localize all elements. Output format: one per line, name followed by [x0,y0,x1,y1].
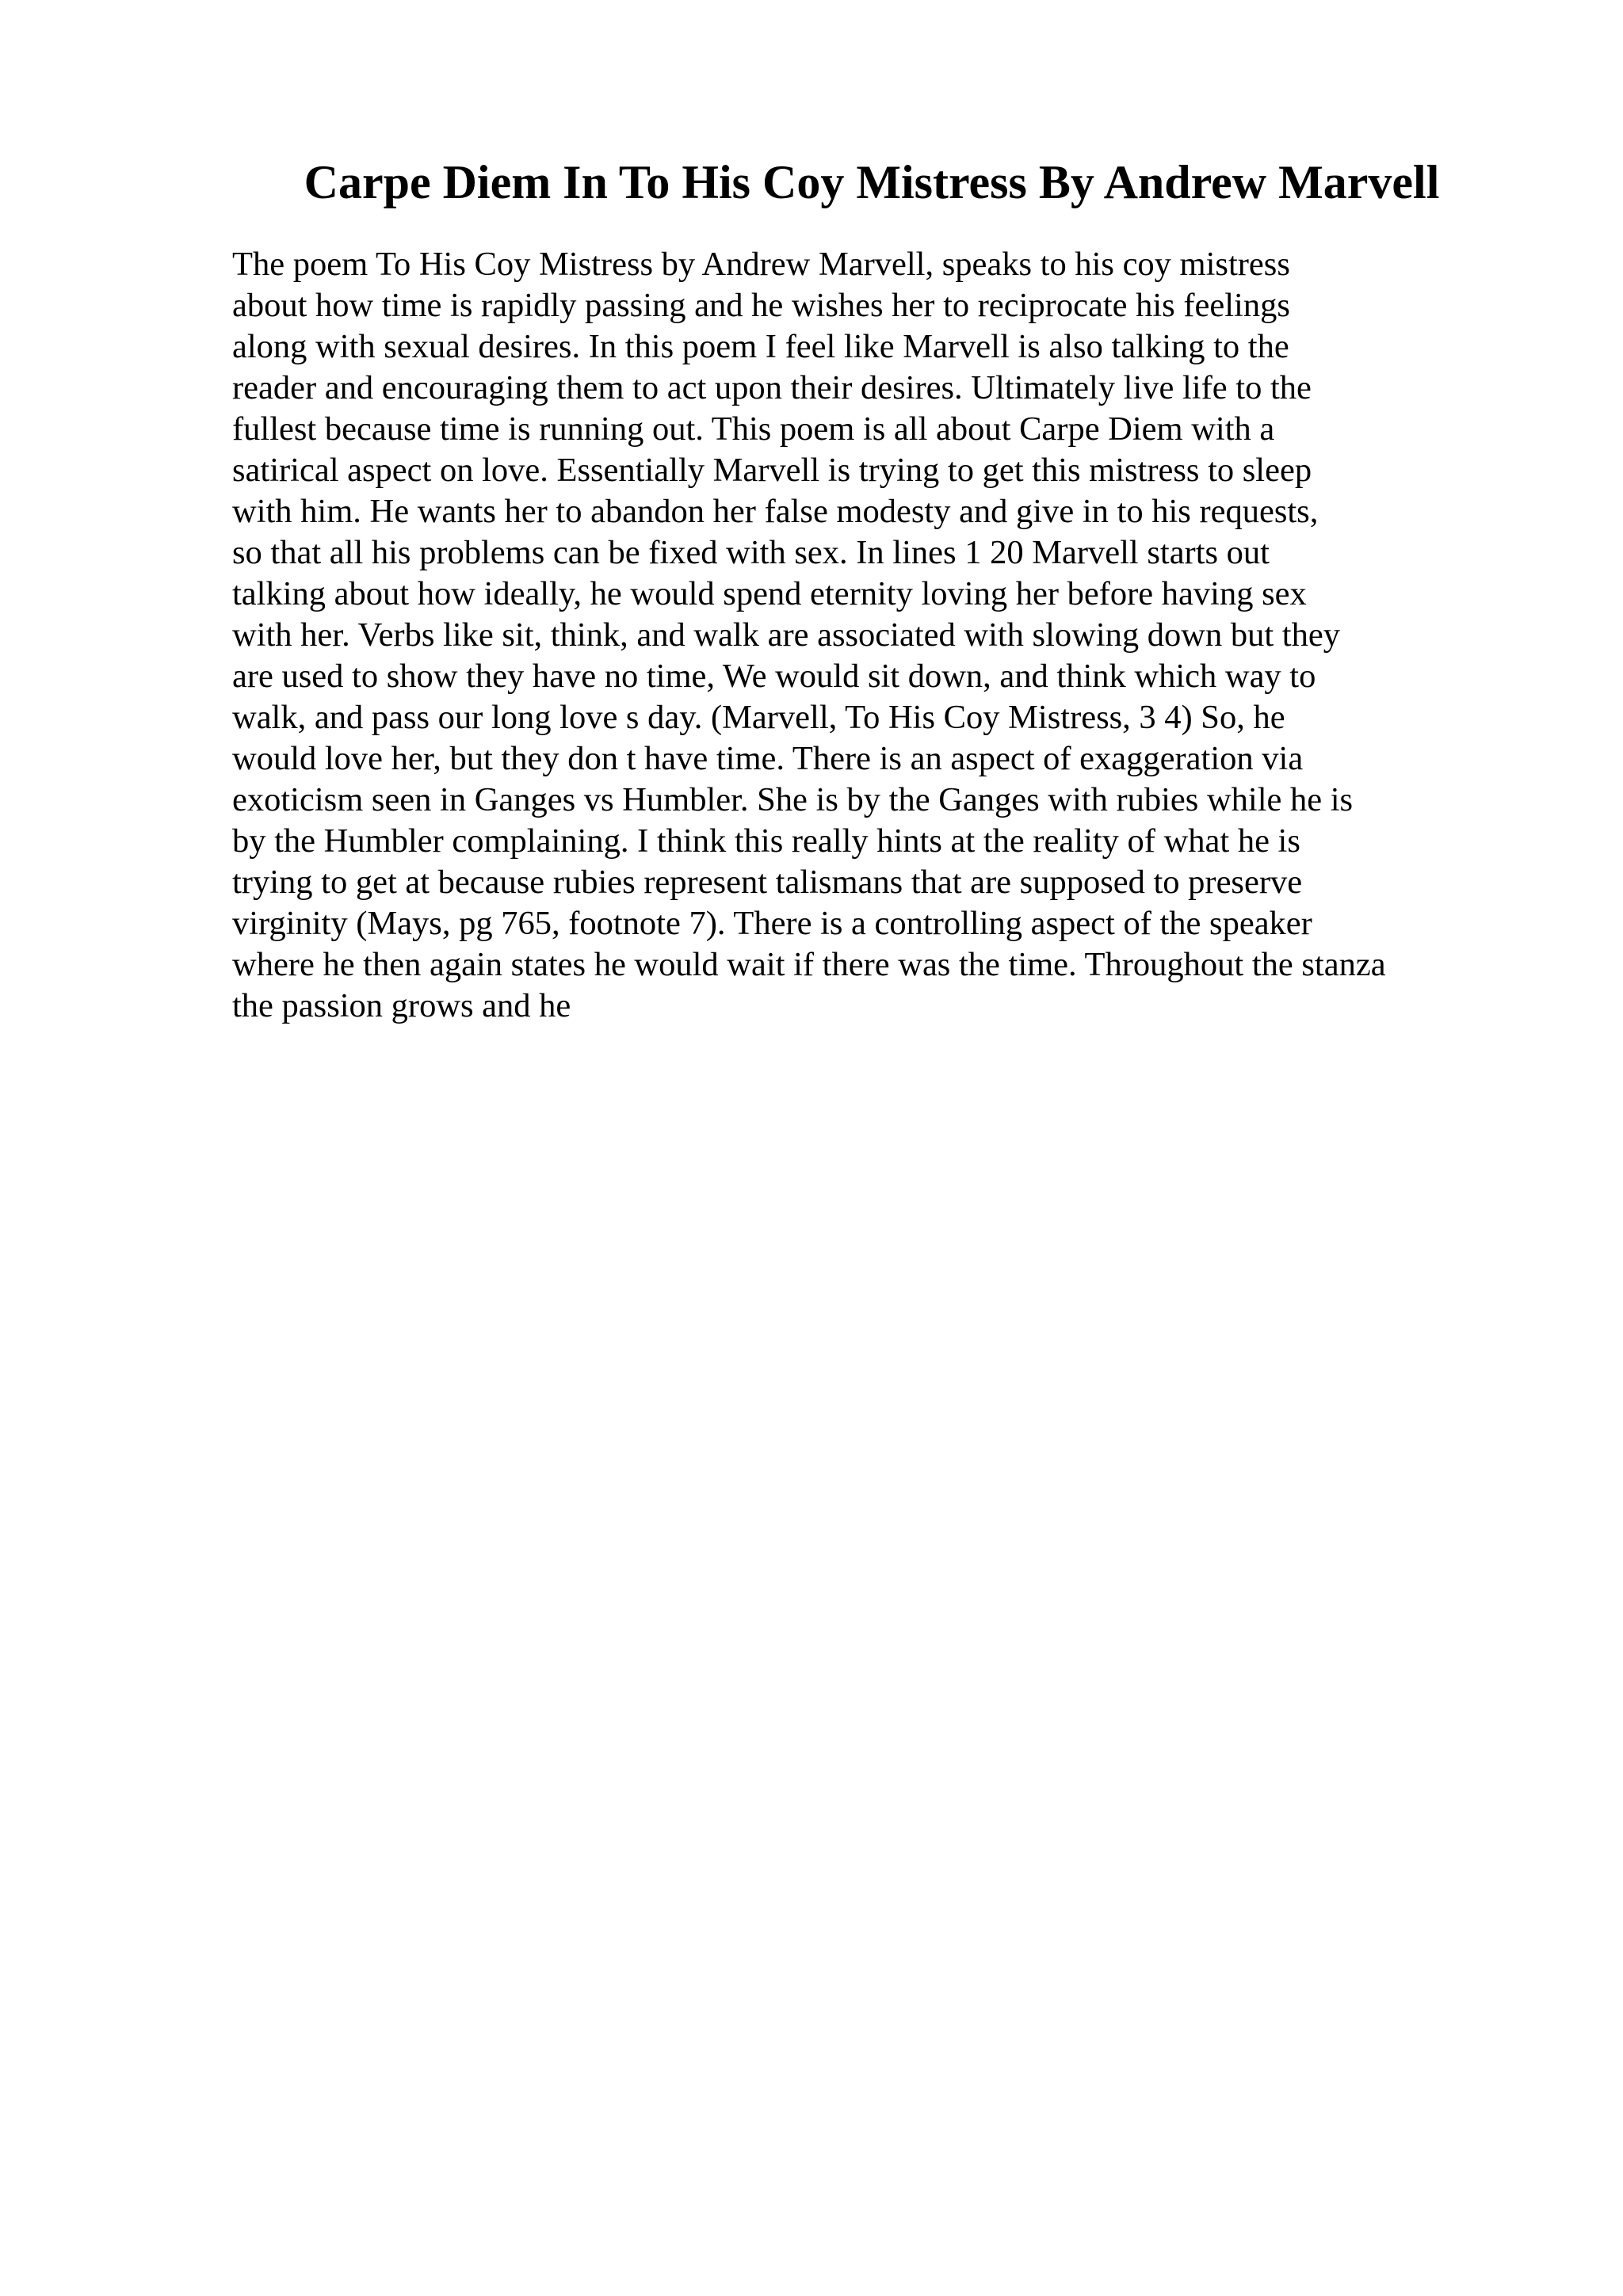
body-line: with him. He wants her to abandon her false modesty and give in to his requests, [232,493,1319,530]
body-line: fullest because time is running out. This poem is all about Carpe Diem with a [232,410,1275,448]
document-body [232,244,1579,1027]
body-line: virginity (Mays, pg 765, footnote 7). There is a controlling aspect of the speaker [232,905,1312,942]
body-line: with her. Verbs like sit, think, and walk are associated with slowing down but they [232,616,1340,654]
body-line: satirical aspect on love. Essentially Marvell is trying to get this mistress to sleep [232,452,1312,489]
body-line: talking about how ideally, he would spend eternity loving her before having sex [232,575,1307,612]
body-line: trying to get at because rubies represent talismans that are supposed to preserve [232,864,1303,901]
body-line: about how time is rapidly passing and he wishes her to reciprocate his feelings [232,287,1290,324]
body-line: the passion grows and he [232,987,571,1024]
document-title: Carpe Diem In To His Coy Mistress By Andrew Marvell [304,156,1440,208]
body-line: reader and encouraging them to act upon their desires. Ultimately live life to the [232,369,1312,406]
body-line: are used to show they have no time, We would sit down, and think which way to [232,658,1316,695]
body-line: where he then again states he would wait if there was the time. Throughout the stanza [232,946,1386,983]
body-line: walk, and pass our long love s day. (Marvell, To His Coy Mistress, 3 4) So, he [232,699,1285,736]
body-line: along with sexual desires. In this poem I feel like Marvell is also talking to the [232,328,1289,365]
body-line: would love her, but they don t have time. There is an aspect of exaggeration via [232,740,1304,777]
body-line: The poem To His Coy Mistress by Andrew Marvell, speaks to his coy mistress [232,246,1290,283]
body-line: exoticism seen in Ganges vs Humbler. She is by the Ganges with rubies while he is [232,781,1354,818]
body-line: so that all his problems can be fixed with sex. In lines 1 20 Marvell starts out [232,534,1270,571]
body-line: by the Humbler complaining. I think this really hints at the reality of what he is [232,822,1300,860]
